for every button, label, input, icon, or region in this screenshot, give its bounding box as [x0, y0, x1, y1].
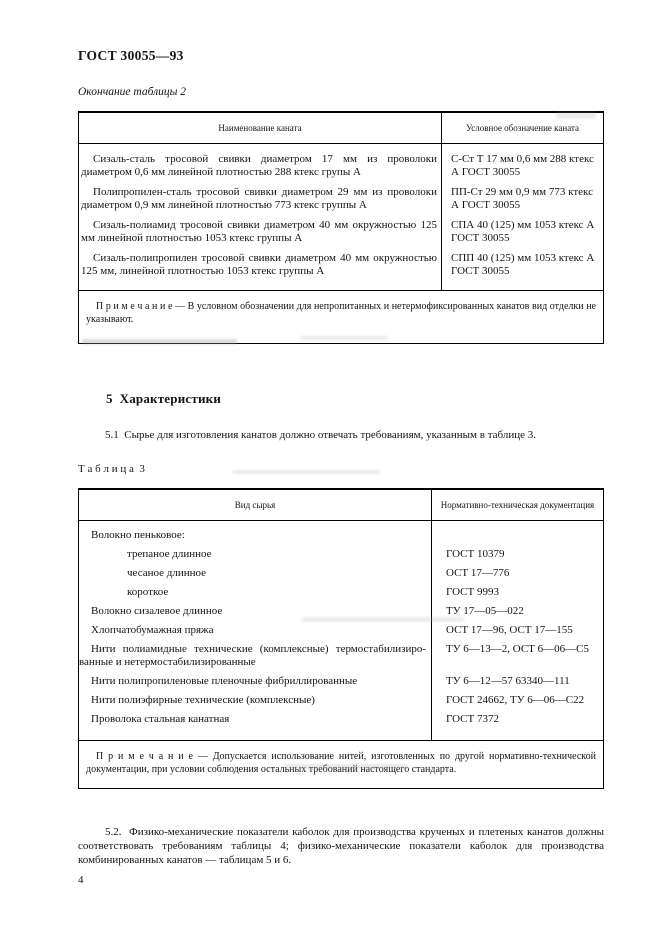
- material-cell: Волокно пеньковое:: [91, 529, 185, 541]
- rope-designation-cell: СПА 40 (125) мм 1053 ктекс А ГОСТ 30055: [441, 212, 603, 245]
- table3-note: П р и м е ч а н и е — Допускается использование нитей, изготовленных по другой нормативно-технической документации, при условии соблюдения остальных требований настоящего стандарта.: [79, 740, 603, 788]
- doc-cell: ОСТ 17—96, ОСТ 17—155: [431, 618, 603, 637]
- table3-caption: Т а б л и ц а 3: [78, 463, 145, 475]
- table2: [78, 111, 604, 344]
- table2-body: [79, 144, 603, 290]
- material-cell: Проволока стальная канатная: [91, 713, 230, 725]
- doc-cell: ГОСТ 9993: [431, 580, 603, 599]
- doc-cell: ТУ 6—13—2, ОСТ 6—06—С5: [431, 637, 603, 669]
- material-cell: Нити полипропиленовые пленочные фибриллированные: [91, 675, 358, 687]
- table2-note: П р и м е ч а н и е — В условном обозначении для непропитанных и нетермофиксированных канатов вид отделки не указывают.: [79, 290, 603, 343]
- paragraph-5-2: 5.2. Физико-механические показатели каболок для производства крученых и плетеных канатов должны соответствовать требованиям таблицы 4; физико-механические показатели каболок для производства комбинированных канатов — таблицам 5 и 6.: [78, 826, 604, 866]
- material-cell: чесаное длинное: [127, 567, 207, 579]
- rope-name-cell: Полипропилен-сталь тросовой свивки диаметром 29 мм из проволоки диаметром 0,9 мм линейной плотностью 773 ктекс группы А: [81, 186, 437, 211]
- table2-header-row: [79, 113, 603, 144]
- material-cell: Волокно сизалевое длинное: [91, 605, 223, 617]
- rope-name-cell: Сизаль-полипропилен тросовой свивки диаметром 40 мм окружностью 125 мм, линейной плотностью 1053 ктекс группы А: [81, 252, 437, 277]
- table3: [78, 488, 604, 789]
- rope-designation-cell: СПП 40 (125) мм 1053 ктекс А ГОСТ 30055: [441, 245, 603, 290]
- section-heading: 5 Характеристики: [106, 391, 222, 406]
- doc-cell: ГОСТ 10379: [431, 542, 603, 561]
- rope-name-cell: Сизаль-сталь тросовой свивки диаметром 17 мм из проволоки диаметром 0,6 мм линейной плотностью 288 ктекс групы А: [81, 153, 437, 178]
- table3-header-material: Вид сырья: [234, 500, 276, 510]
- doc-cell: ТУ 6—12—57 63340—111: [431, 669, 603, 688]
- table2-header-name: Наименование каната: [218, 123, 302, 133]
- rope-name-cell: Сизаль-полиамид тросовой свивки диаметром 40 мм окружностью 125 мм линейной плотностью 1053 ктекс группы А: [81, 219, 437, 244]
- document-code: ГОСТ 30055—93: [78, 48, 184, 63]
- doc-cell: ОСТ 17—776: [431, 561, 603, 580]
- table3-header-row: [79, 490, 603, 521]
- material-cell: Хлопчатобумажная пряжа: [91, 624, 214, 636]
- table2-header-designation: Условное обозначение каната: [441, 113, 603, 143]
- material-cell: Нити полиэфирные технические (комплексные): [91, 694, 315, 706]
- rope-designation-cell: С-Ст Т 17 мм 0,6 мм 288 ктекс А ГОСТ 30055: [441, 144, 603, 179]
- doc-cell: ТУ 17—05—022: [431, 599, 603, 618]
- table3-body: [79, 521, 603, 740]
- doc-cell: [431, 521, 603, 542]
- material-cell: короткое: [127, 586, 169, 598]
- material-cell: Нити полиамидные технические (комплексные) термостабилизированные и нетермостабилизированные: [79, 643, 426, 668]
- table3-header-doc: Нормативно-техническая документация: [431, 490, 603, 520]
- doc-cell: ГОСТ 7372: [431, 707, 603, 740]
- rope-designation-cell: ПП-Ст 29 мм 0,9 мм 773 ктекс А ГОСТ 30055: [441, 179, 603, 212]
- material-cell: трепаное длинное: [127, 548, 212, 560]
- table2-caption: Окончание таблицы 2: [78, 86, 186, 98]
- doc-cell: ГОСТ 24662, ТУ 6—06—С22: [431, 688, 603, 707]
- paragraph-5-1: 5.1 Сырье для изготовления канатов должно отвечать требованиям, указанным в таблице 3.: [105, 429, 536, 441]
- page-number: 4: [78, 874, 84, 886]
